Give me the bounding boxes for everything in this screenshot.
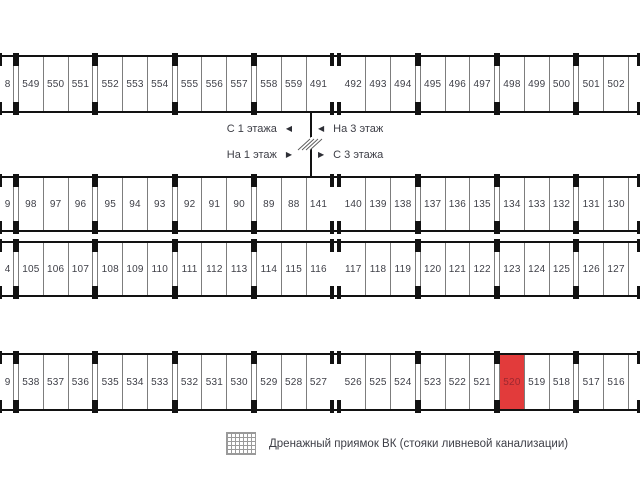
pillar-column (337, 355, 341, 409)
parking-space-partial (628, 178, 637, 230)
legend (226, 432, 568, 455)
pillar-column (251, 355, 257, 409)
parking-space: 497 (469, 57, 494, 111)
parking-space: 559 (281, 57, 306, 111)
parking-row-3 (0, 241, 640, 297)
parking-space: 529 (257, 355, 281, 409)
parking-space: 88 (281, 178, 306, 230)
parking-space: 123 (500, 243, 524, 295)
pillar-column (330, 355, 334, 409)
parking-space: 115 (281, 243, 306, 295)
parking-space: 94 (122, 178, 147, 230)
legend-label: Дренажный приямок ВК (стояки ливневой канализации) (269, 437, 569, 450)
pillar-column (13, 243, 19, 295)
parking-space: 111 (178, 243, 202, 295)
pillar-column (0, 355, 2, 409)
parking-space: 108 (98, 243, 122, 295)
parking-space: 521 (469, 355, 494, 409)
drainage-hatch-swatch (226, 432, 256, 455)
parking-space: 537 (43, 355, 68, 409)
parking-space-highlighted: 520 (500, 355, 524, 409)
parking-space: 116 (306, 243, 331, 295)
parking-space: 117 (341, 243, 365, 295)
parking-row-1 (0, 55, 640, 113)
parking-space: 517 (579, 355, 603, 409)
pillar-column (330, 57, 334, 111)
parking-space: 107 (68, 243, 93, 295)
parking-space: 110 (147, 243, 172, 295)
pillar-column (251, 243, 257, 295)
parking-space: 124 (524, 243, 549, 295)
parking-space: 130 (603, 178, 628, 230)
parking-space: 138 (390, 178, 415, 230)
pillar-column (251, 178, 257, 230)
pillar-column (92, 355, 98, 409)
parking-space-partial: 4 (4, 263, 11, 275)
pillar-column (415, 178, 421, 230)
pillar-column (494, 355, 500, 409)
parking-space: 134 (500, 178, 524, 230)
pillar-column (92, 243, 98, 295)
parking-space: 558 (257, 57, 281, 111)
parking-space-partial: 9 (4, 198, 11, 210)
pillar-column (494, 243, 500, 295)
pillar-column (337, 178, 341, 230)
pillar-column (92, 57, 98, 111)
parking-space: 538 (19, 355, 43, 409)
pillar-column (494, 178, 500, 230)
parking-space: 557 (226, 57, 251, 111)
section-gap (330, 355, 341, 409)
parking-space: 530 (226, 355, 251, 409)
parking-space: 96 (68, 178, 93, 230)
parking-space: 518 (549, 355, 574, 409)
parking-space: 112 (201, 243, 226, 295)
parking-space: 493 (365, 57, 390, 111)
parking-space: 132 (549, 178, 574, 230)
parking-space: 502 (603, 57, 628, 111)
parking-space: 109 (122, 243, 147, 295)
parking-space: 122 (469, 243, 494, 295)
stairs-label-text: С 1 этажа (226, 123, 277, 135)
parking-space: 89 (257, 178, 281, 230)
parking-space: 527 (306, 355, 331, 409)
pillar-column (172, 178, 178, 230)
parking-space: 555 (178, 57, 202, 111)
pillar-column (573, 57, 579, 111)
parking-space: 121 (445, 243, 470, 295)
parking-space: 528 (281, 355, 306, 409)
parking-space: 131 (579, 178, 603, 230)
pillar-column (337, 57, 341, 111)
parking-space: 549 (19, 57, 43, 111)
stairs-area (0, 112, 640, 178)
parking-space: 106 (43, 243, 68, 295)
pillar-column (0, 178, 2, 230)
pillar-column (415, 57, 421, 111)
parking-space: 93 (147, 178, 172, 230)
parking-space: 551 (68, 57, 93, 111)
parking-space: 533 (147, 355, 172, 409)
parking-space: 135 (469, 178, 494, 230)
parking-space: 516 (603, 355, 628, 409)
pillar-column (13, 57, 19, 111)
parking-space: 499 (524, 57, 549, 111)
parking-space: 92 (178, 178, 202, 230)
parking-space: 525 (365, 355, 390, 409)
parking-space: 492 (341, 57, 365, 111)
pillar-column (330, 178, 334, 230)
parking-space: 524 (390, 355, 415, 409)
stairs-label-to-floor-1 (227, 149, 292, 161)
arrow-right-icon: ▶ (285, 150, 292, 159)
pillar-column (92, 178, 98, 230)
pillar-column (172, 355, 178, 409)
parking-space: 133 (524, 178, 549, 230)
parking-space: 526 (341, 355, 365, 409)
section-gap (330, 178, 341, 230)
pillar-column (494, 57, 500, 111)
parking-space: 534 (122, 355, 147, 409)
pillar-column (0, 57, 2, 111)
parking-space: 495 (421, 57, 445, 111)
pillar-column (172, 57, 178, 111)
parking-space: 536 (68, 355, 93, 409)
parking-row-2 (0, 176, 640, 232)
pillar-column (0, 243, 2, 295)
parking-space: 556 (201, 57, 226, 111)
parking-space: 496 (445, 57, 470, 111)
parking-space: 91 (201, 178, 226, 230)
parking-space: 519 (524, 355, 549, 409)
parking-space: 535 (98, 355, 122, 409)
stairs-label-to-floor-3 (318, 123, 383, 135)
parking-space: 137 (421, 178, 445, 230)
parking-space: 550 (43, 57, 68, 111)
parking-row-4 (0, 353, 640, 411)
parking-space: 522 (445, 355, 470, 409)
parking-space: 491 (306, 57, 331, 111)
parking-space: 498 (500, 57, 524, 111)
arrow-left-icon: ◀ (318, 124, 325, 133)
parking-space: 553 (122, 57, 147, 111)
stairs-label-text: На 1 этаж (226, 149, 277, 161)
parking-space: 98 (19, 178, 43, 230)
pillar-column (172, 243, 178, 295)
pillar-column (415, 355, 421, 409)
parking-space: 90 (226, 178, 251, 230)
parking-space: 501 (579, 57, 603, 111)
parking-space: 500 (549, 57, 574, 111)
pillar-column (573, 178, 579, 230)
parking-space: 125 (549, 243, 574, 295)
parking-space: 114 (257, 243, 281, 295)
stairs-label-from-floor-3 (318, 149, 383, 161)
arrow-right-icon: ▶ (318, 150, 325, 159)
parking-space: 105 (19, 243, 43, 295)
parking-space: 95 (98, 178, 122, 230)
parking-space-partial (628, 57, 637, 111)
parking-space: 97 (43, 178, 68, 230)
pillar-column (415, 243, 421, 295)
parking-space: 120 (421, 243, 445, 295)
pillar-column (13, 178, 19, 230)
parking-space: 126 (579, 243, 603, 295)
pillar-column (573, 355, 579, 409)
parking-space: 141 (306, 178, 331, 230)
stairs-label-text: На 3 этаж (333, 123, 384, 135)
parking-space-partial: 8 (4, 78, 11, 90)
parking-space: 494 (390, 57, 415, 111)
parking-space: 127 (603, 243, 628, 295)
parking-space: 532 (178, 355, 202, 409)
parking-space: 554 (147, 57, 172, 111)
pillar-column (330, 243, 334, 295)
parking-space: 531 (201, 355, 226, 409)
pillar-column (573, 243, 579, 295)
section-gap (330, 57, 341, 111)
pillar-column (13, 355, 19, 409)
stairs-label-text: С 3 этажа (333, 149, 384, 161)
section-gap (330, 243, 341, 295)
parking-space-partial (628, 355, 637, 409)
stairs-label-from-floor-1 (227, 123, 292, 135)
parking-space: 140 (341, 178, 365, 230)
parking-space: 118 (365, 243, 390, 295)
parking-space: 523 (421, 355, 445, 409)
arrow-left-icon: ◀ (285, 124, 292, 133)
parking-space-partial: 9 (4, 376, 11, 388)
parking-space: 136 (445, 178, 470, 230)
parking-space: 552 (98, 57, 122, 111)
parking-space-partial (628, 243, 637, 295)
pillar-column (337, 243, 341, 295)
pillar-column (251, 57, 257, 111)
parking-space: 113 (226, 243, 251, 295)
parking-space: 119 (390, 243, 415, 295)
parking-space: 139 (365, 178, 390, 230)
